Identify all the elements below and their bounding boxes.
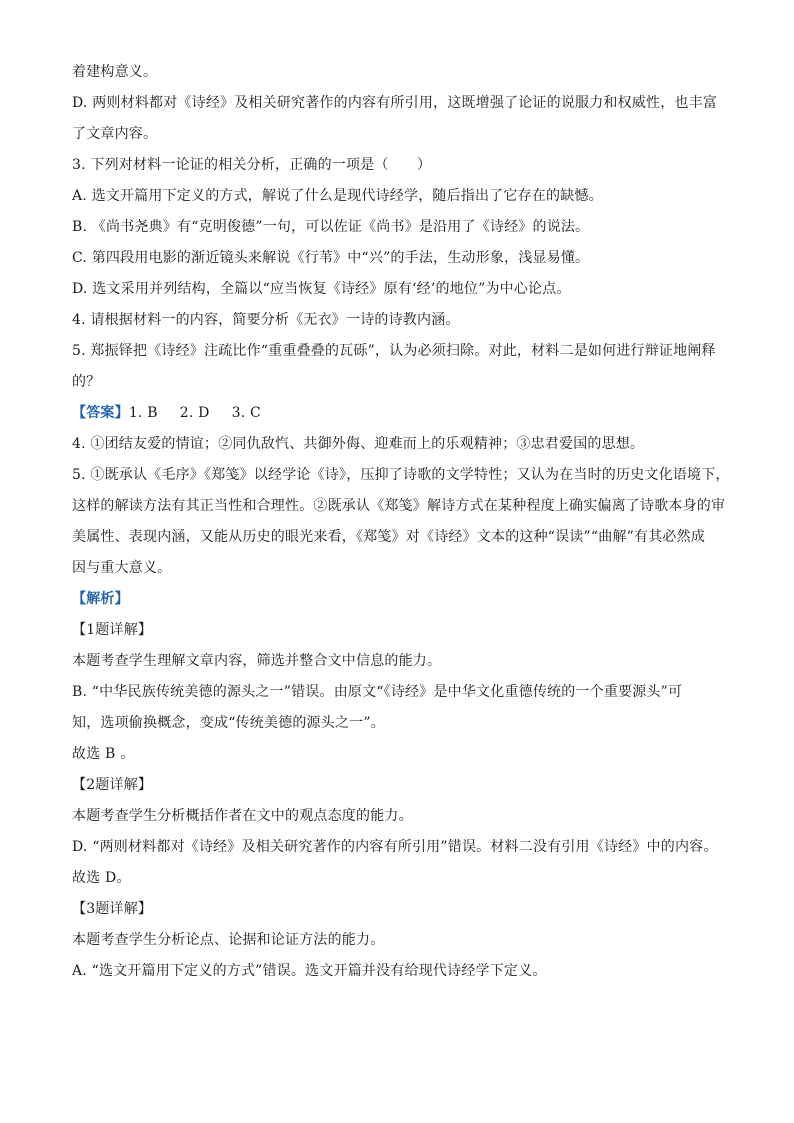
question-5-line-2: 的？ [72, 374, 101, 390]
option-d-line-1: D. 两则材料都对《诗经》及相关研究著作的内容有所引用，这既增强了论证的说服力和权威性，也丰富 [72, 95, 718, 111]
answer-2: 2. D [179, 405, 210, 421]
detail-2-title: 【2题详解】 [72, 777, 153, 793]
answer-line [72, 403, 722, 423]
detail-2-intro: 本题考查学生分析概括作者在文中的观点态度的能力。 [72, 808, 413, 824]
detail-2-conclusion: 故选 D。 [72, 870, 131, 886]
answer-tag: 【答案】 [72, 405, 129, 421]
detail-1-b-line-2: 知，选项偷换概念，变成“传统美德的源头之一”。 [72, 715, 385, 731]
question-3: 3. 下列对材料一论证的相关分析，正确的一项是（ ） [72, 157, 432, 173]
question-3-option-c: C. 第四段用电影的渐近镜头来解说《行苇》中“兴”的手法，生动形象，浅显易懂。 [72, 250, 590, 266]
answer-3: 3. C [231, 405, 261, 421]
answer-5-line-2: 这样的解读方法有其正当性和合理性。②既承认《郑笺》解诗方式在某种程度上确实偏离了诗歌本身的审 [72, 498, 726, 514]
question-3-option-a: A. 选文开篇用下定义的方式，解说了什么是现代诗经学，随后指出了它存在的缺憾。 [72, 188, 603, 204]
question-3-option-b: B. 《尚书尧典》有“克明俊德”一句，可以佐证《尚书》是沿用了《诗经》的说法。 [72, 219, 590, 235]
answer-4: 4. ①团结友爱的情谊；②同仇敌忾、共御外侮、迎难而上的乐观精神；③忠君爱国的思想。 [72, 436, 645, 452]
document-page [72, 62, 730, 992]
detail-1-intro: 本题考查学生理解文章内容，筛选并整合文中信息的能力。 [72, 653, 442, 669]
analysis-heading: 【解析】 [72, 591, 129, 607]
detail-2-d: D. “两则材料都对《诗经》及相关研究著作的内容有所引用”错误。材料二没有引用《诗经》中的内容。 [72, 839, 718, 855]
question-5-line-1: 5. 郑振铎把《诗经》注疏比作“重重叠叠的瓦砾”，认为必须扫除。对此，材料二是如何进行辩证地阐释 [72, 343, 716, 359]
detail-3-intro: 本题考查学生分析论点、论据和论证方法的能力。 [72, 932, 385, 948]
option-d-line-2: 了文章内容。 [72, 126, 158, 142]
answer-1: 1. B [128, 405, 158, 421]
detail-1-b-line-1: B. “中华民族传统美德的源头之一”错误。由原文“《诗经》是中华文化重德传统的一个重要源头”可 [72, 684, 683, 700]
detail-3-title: 【3题详解】 [72, 901, 153, 917]
answer-5-line-4: 因与重大意义。 [72, 560, 172, 576]
question-3-option-d: D. 选文采用并列结构，全篇以“应当恢复《诗经》原有‘经’的地位”为中心论点。 [72, 281, 571, 297]
question-4: 4. 请根据材料一的内容，简要分析《无衣》一诗的诗教内涵。 [72, 312, 460, 328]
detail-1-title: 【1题详解】 [72, 622, 153, 638]
text-line: 着建构意义。 [72, 64, 158, 80]
answer-5-line-1: 5. ①既承认《毛序》《郑笺》以经学论《诗》，压抑了诗歌的文学特性；又认为在当时的历史文化语境下， [72, 467, 730, 483]
detail-1-conclusion: 故选 B 。 [72, 746, 135, 762]
detail-3-a: A. “选文开篇用下定义的方式”错误。选文开篇并没有给现代诗经学下定义。 [72, 963, 547, 979]
answer-5-line-3: 美属性、表现内涵，又能从历史的眼光来看，《郑笺》对《诗经》文本的这种“误读”“曲解”有其必然成 [72, 529, 706, 545]
